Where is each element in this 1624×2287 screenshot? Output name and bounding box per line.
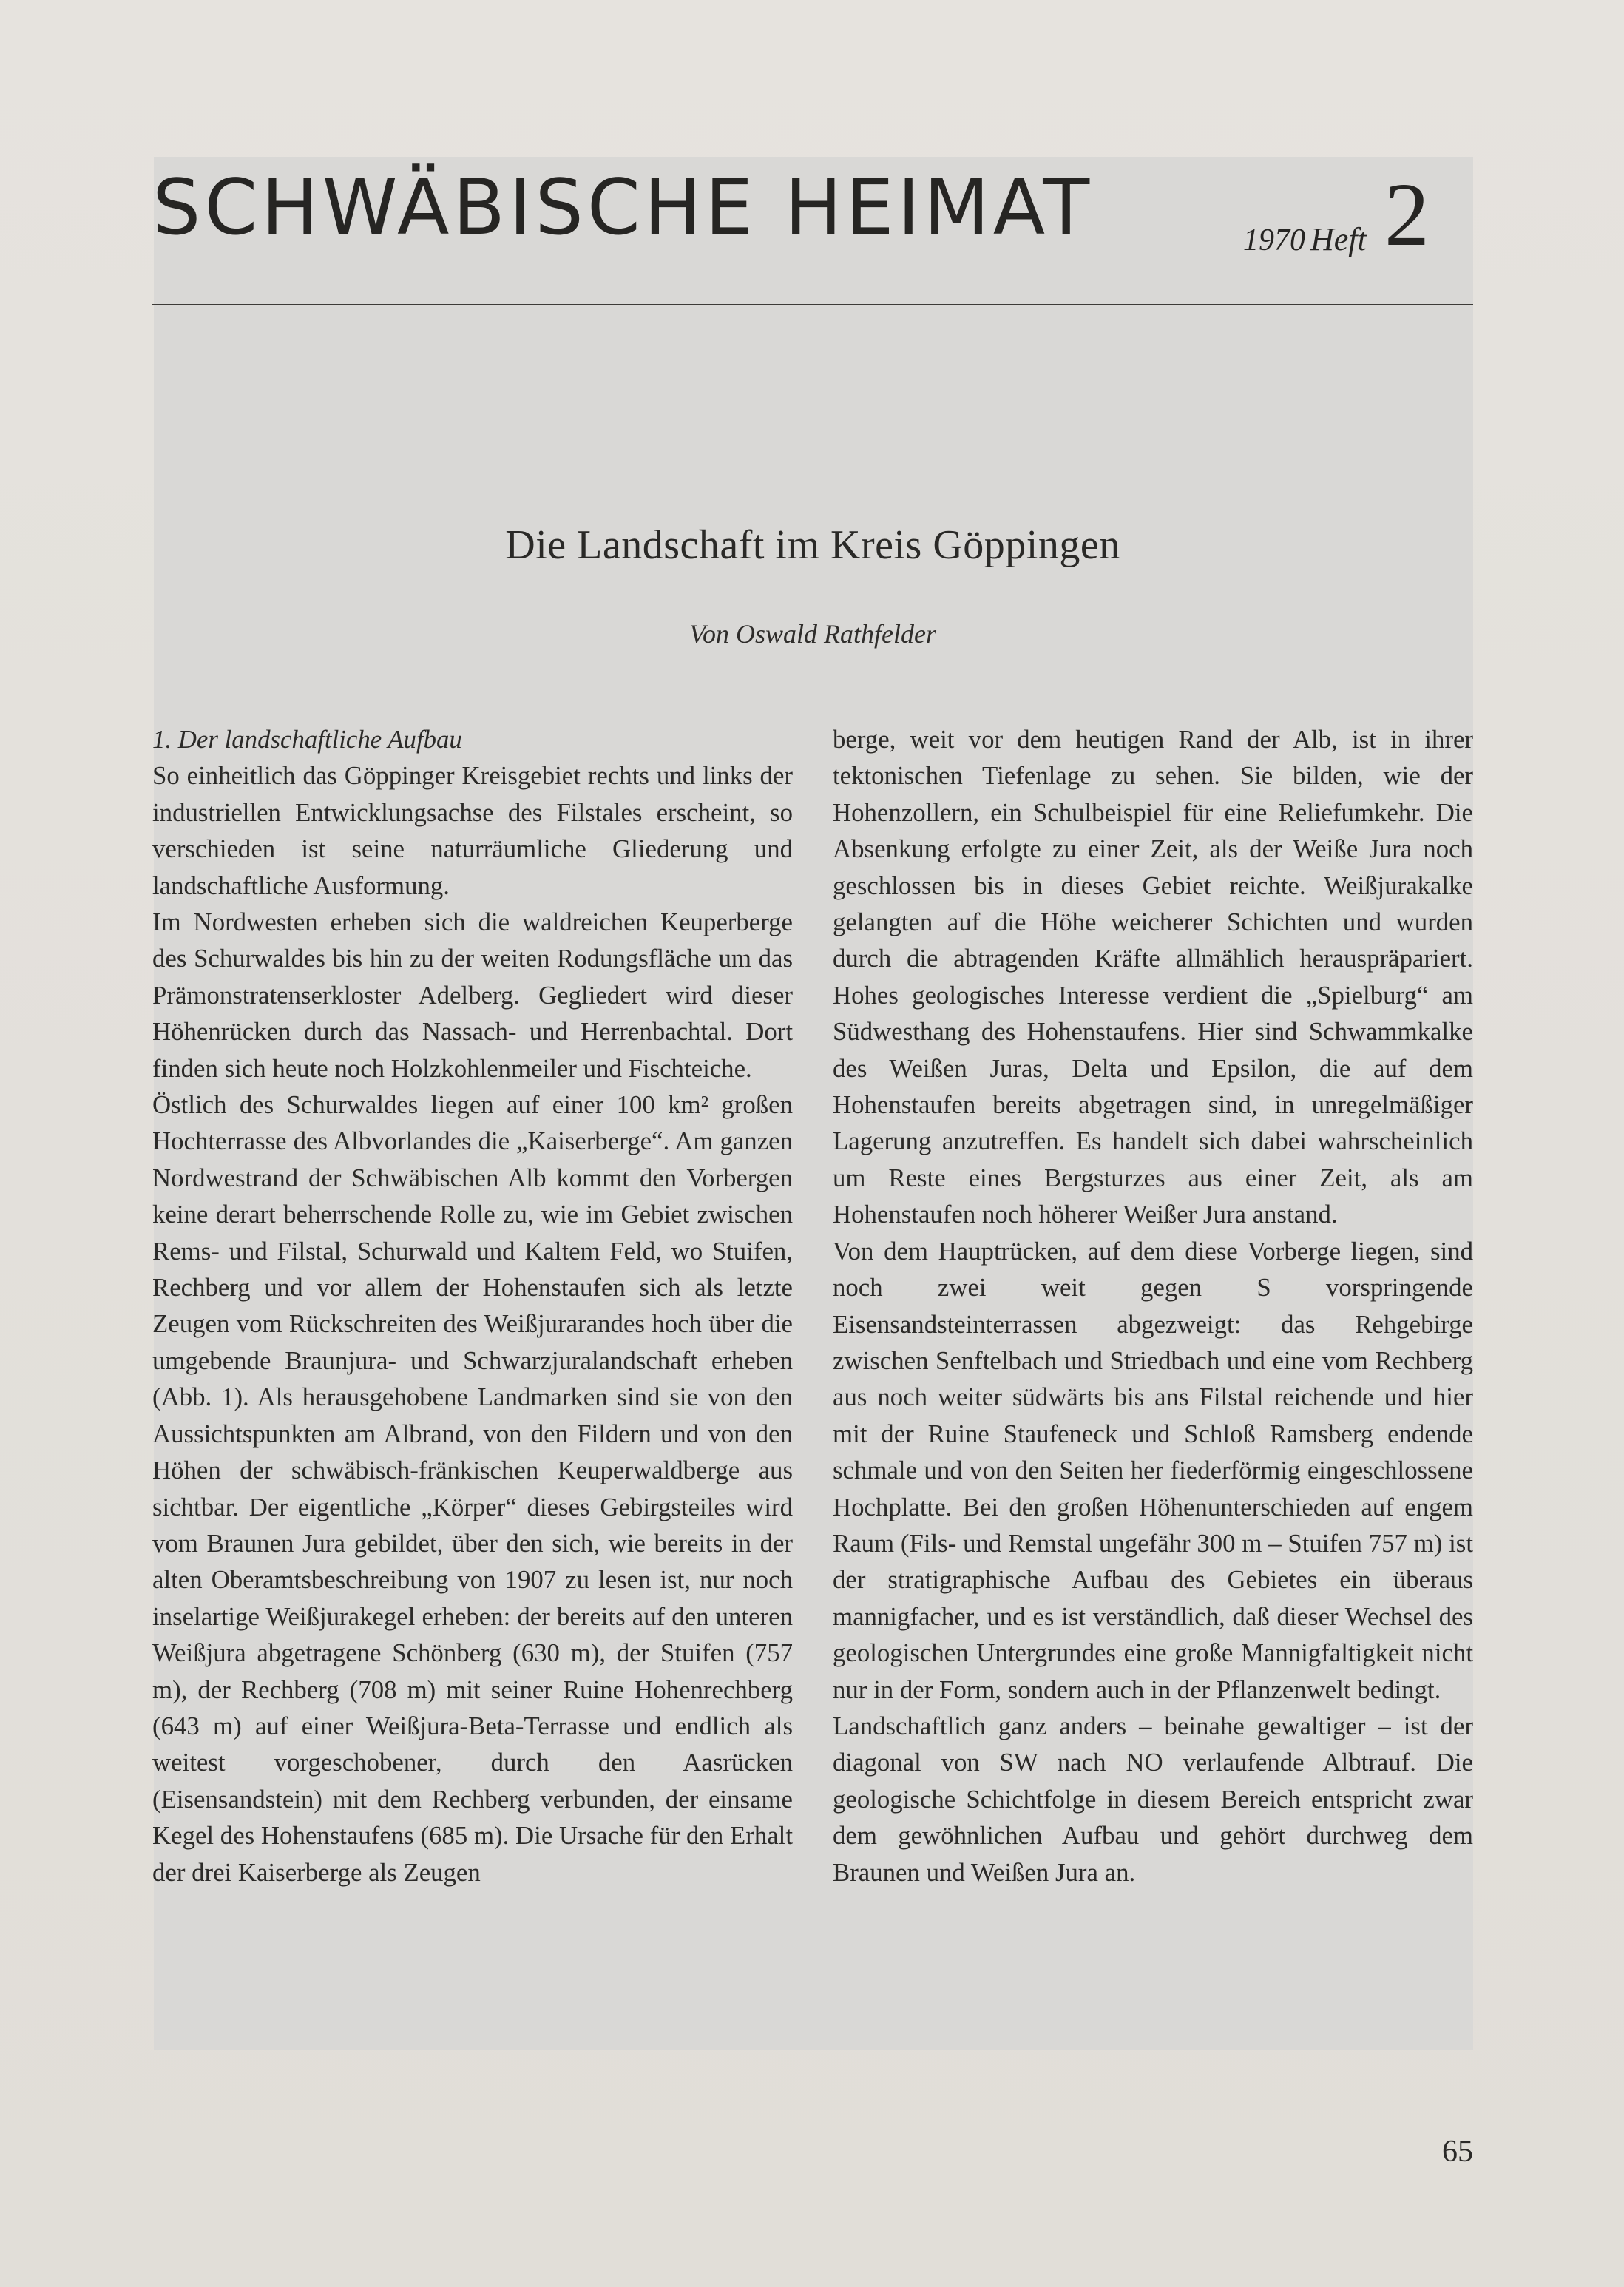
article-author: Von Oswald Rathfelder [689,619,936,649]
masthead [152,164,1473,268]
paragraph: Im Nordwesten erheben sich die waldreichen Keuperberge des Schurwaldes bis hin zu der weiten Rodungsfläche um das Prämonstratenserkloster Adelberg. Gegliedert wird dieser Höhenrücken durch das Nassach- und Herrenbachtal. Dort finden sich heute noch Holzkohlenmeiler und Fischteiche. [152,908,793,1083]
paragraph: So einheitlich das Göppinger Kreisgebiet rechts und links der industriellen Entwicklungsachse des Filstales erscheint, so verschieden ist seine naturräumliche Gliederung und landschaftliche Ausformung. [152,761,793,900]
journal-title: SCHWÄBISCHE HEIMAT [152,163,1094,252]
article-title: Die Landschaft im Kreis Göppingen [505,522,1120,568]
paragraph: berge, weit vor dem heutigen Rand der Alb, ist in ihrer tektonischen Tiefenlage zu sehen. Sie bilden, wie der Hohenzollern, ein Schulbeispiel für eine Reliefumkehr. Die Absenkung erfolgte zu einer Zeit, als der Weiße Jura noch geschlossen bis in dieses Gebiet reichte. Weißjurakalke gelangten auf die Höhe weicherer Schichten und wurden durch die abtragenden Kräfte allmählich herauspräpariert. Hohes geologisches Interesse verdient die „Spielburg“ am Südwesthang des Hohenstaufens. Hier sind Schwammkalke des Weißen Juras, Delta und Epsilon, die auf dem Hohenstaufen bereits abgetragen sind, in unregelmäßiger Lagerung anzutreffen. Es handelt sich dabei wahrscheinlich um Reste eines Bergsturzes aus einer Zeit, als am Hohenstaufen noch höherer Weißer Jura anstand. [833,725,1473,1229]
page-number: 65 [1442,2135,1473,2169]
section-heading: 1. Der landschaftliche Aufbau [152,725,462,754]
paragraph: Landschaftlich ganz anders – beinahe gewaltiger – ist der diagonal von SW nach NO verlaufende Albtrauf. Die geologische Schichtfolge in diesem Bereich entspricht zwar dem gewöhnlichen Aufbau und gehört durchweg dem Braunen und Weißen Jura an. [833,1711,1473,1887]
issue-label: Heft [1310,221,1367,257]
masthead-rule [152,304,1473,305]
issue-number: 2 [1384,165,1430,265]
left-column [152,721,793,1891]
paragraph: Östlich des Schurwaldes liegen auf einer 100 km² großen Hochterrasse des Albvorlandes die „Kaiserberge“. Am ganzen Nordwestrand der Schwäbischen Alb kommt den Vorbergen keine derart beherrschende Rolle zu, wie im Gebiet zwischen Rems- und Filstal, Schurwald und Kaltem Feld, wo Stuifen, Rechberg und vor allem der Hohenstaufen sich als letzte Zeugen vom Rückschreiten des Weißjurarandes hoch über die umgebende Braunjura- und Schwarzjuralandschaft erheben (Abb. 1). Als herausgehobene Landmarken sind sie von den Aussichtspunkten am Albrand, von den Fildern und von den Höhen der schwäbisch-fränkischen Keuperwaldberge aus sichtbar. Der eigentliche „Körper“ dieses Gebirgsteiles wird vom Braunen Jura gebildet, über den sich, wie bereits in der alten Oberamtsbeschreibung von 1907 zu lesen ist, nur noch inselartige Weißjurakegel erheben: der bereits auf den unteren Weißjura abgetragene Schönberg (630 m), der Stuifen (757 m), der Rechberg (708 m) mit seiner Ruine Hohenrechberg (643 m) auf einer Weißjura-Beta-Terrasse und endlich als weitest vorgeschobener, durch den Aasrücken (Eisensandstein) mit dem Rechberg verbunden, der einsame Kegel des Hohenstaufens (685 m). Die Ursache für den Erhalt der drei Kaiserberge als Zeugen [152,1090,793,1887]
issue-year: 1970 [1243,223,1305,257]
right-column [833,721,1473,1891]
paragraph: Von dem Hauptrücken, auf dem diese Vorberge liegen, sind noch zwei weit gegen S vorspringende Eisensandsteinterrassen abgezweigt: das Rehgebirge zwischen Senftelbach und Striedbach und eine vom Rechberg aus noch weiter südwärts bis ans Filstal reichende und hier mit der Ruine Staufeneck und Schloß Ramsberg endende schmale und von den Seiten her fiederförmig eingeschlossene Hochplatte. Bei den großen Höhenunterschieden auf engem Raum (Fils- und Remstal ungefähr 300 m – Stuifen 757 m) ist der stratigraphische Aufbau des Gebietes ein überaus mannigfacher, und es ist verständlich, daß dieser Wechsel des geologischen Untergrundes eine große Mannigfaltigkeit nicht nur in der Form, sondern auch in der Pflanzenwelt bedingt. [833,1236,1473,1704]
